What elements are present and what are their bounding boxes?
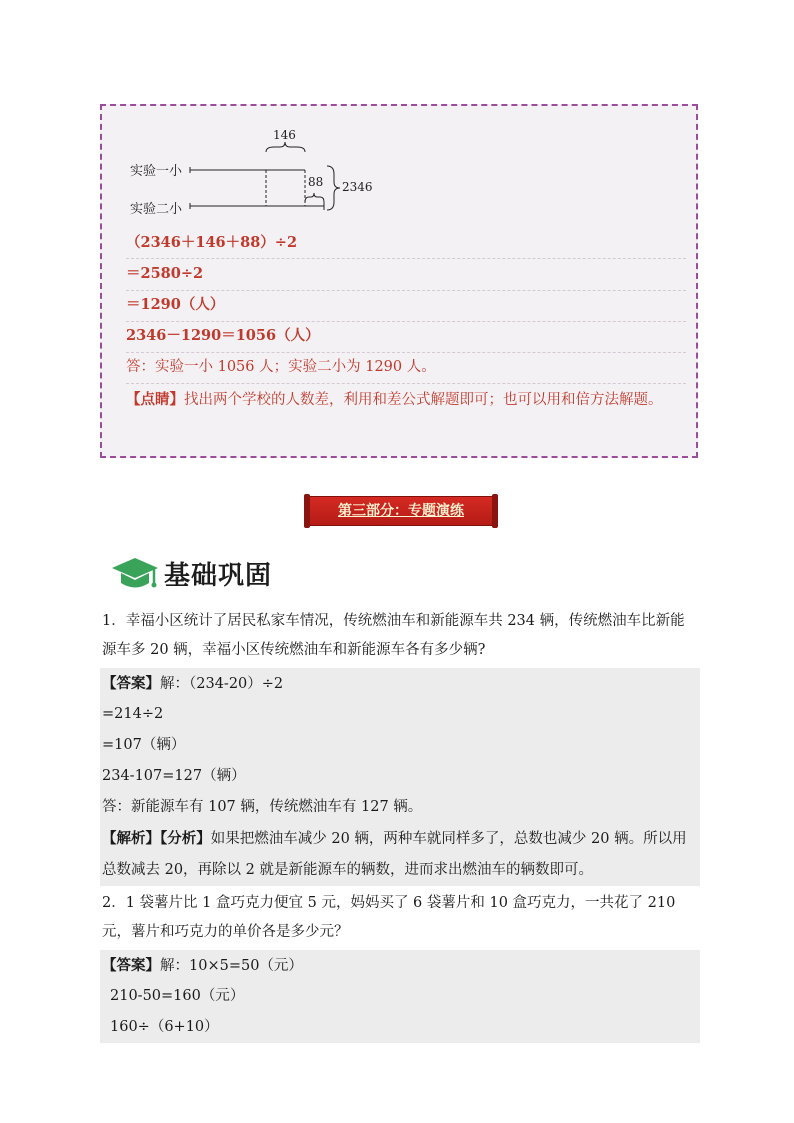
question-2: 2．1 袋薯片比 1 盒巧克力便宜 5 元，妈妈买了 6 袋薯片和 10 盒巧克力，一共花了 210 元，薯片和巧克力的单价各是多少元？	[102, 895, 676, 940]
diagram-school1-label: 实验一小	[130, 164, 183, 179]
key-point-tag: 【点睛】	[126, 391, 184, 408]
example-solution-box	[100, 104, 698, 458]
answer-line: 160÷（6+10）	[110, 1019, 219, 1035]
analysis	[100, 823, 700, 886]
answer-line: 解：10×5=50（元）	[160, 958, 303, 974]
analysis-tag: 【解析】【分析】	[102, 830, 211, 847]
answer-line: 答：实验一小 1056 人；实验二小为 1290 人。	[126, 359, 436, 375]
section-banner	[304, 494, 498, 528]
question-1-answer	[100, 668, 700, 886]
answer-line: 210-50=160（元）	[110, 988, 245, 1004]
answer-tag: 【答案】	[102, 675, 160, 692]
answer-line: 答：新能源车有 107 辆，传统燃油车有 127 辆。	[102, 799, 423, 815]
solution-line: 2346－1290＝1056（人）	[126, 327, 320, 344]
answer-line: 234-107=127（辆）	[102, 768, 246, 784]
diagram-school2-label: 实验二小	[130, 202, 183, 217]
diagram-diff1-label: 146	[273, 128, 296, 142]
diagram-diff2-label: 88	[308, 175, 324, 189]
answer-line: =214÷2	[102, 706, 164, 722]
key-point-note	[126, 384, 686, 416]
question-2-answer	[100, 950, 700, 1043]
diagram-total-label: 2346	[342, 180, 373, 194]
analysis-text: 如果把燃油车减少 20 辆，两种车就同样多了，总数也减少 20 辆。所以用总数减去 20，再除以 2 就是新能源车的辆数，进而求出燃油车的辆数即可。	[102, 831, 687, 878]
answer-tag: 【答案】	[102, 957, 160, 974]
section-banner-title: 第三部分：专题演练	[338, 503, 464, 519]
section-heading-text: 基础巩固	[164, 561, 273, 591]
solution-line: ＝1290（人）	[126, 296, 225, 313]
answer-line: =107（辆）	[102, 737, 186, 753]
answer-line: 解：（234-20）÷2	[160, 676, 284, 692]
question-1: 1．幸福小区统计了居民私家车情况，传统燃油车和新能源车共 234 辆，传统燃油车比新能源车多 20 辆，幸福小区传统燃油车和新能源车各有多少辆?	[102, 613, 685, 658]
solution-line: ＝2580÷2	[126, 265, 204, 282]
solution-line: （2346＋146＋88）÷2	[126, 234, 298, 251]
graduation-cap-icon	[110, 554, 160, 594]
key-point-text: 找出两个学校的人数差，利用和差公式解题即可；也可以用和倍方法解题。	[184, 392, 663, 408]
